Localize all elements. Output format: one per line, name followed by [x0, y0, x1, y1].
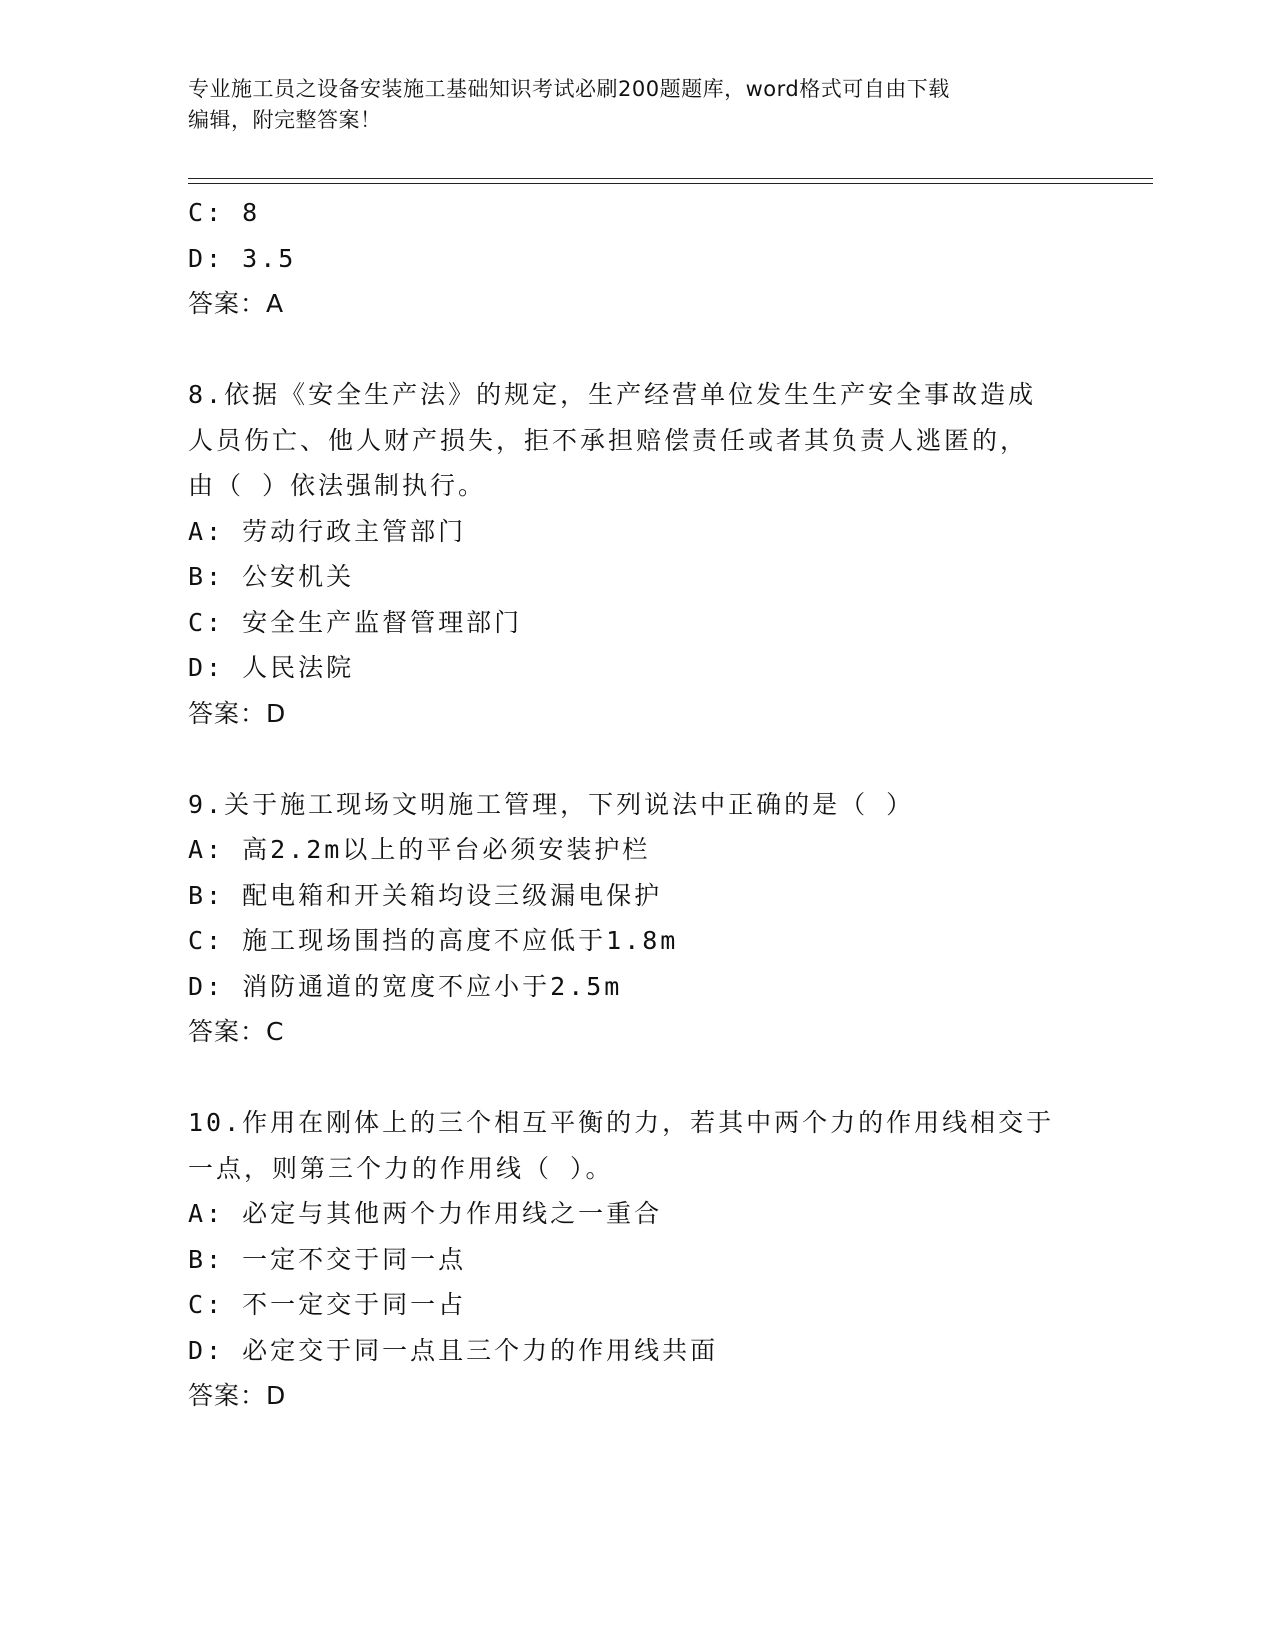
q10-option-a: A: 必定与其他两个力作用线之一重合	[188, 1199, 663, 1228]
q7-option-c: C: 8	[188, 198, 261, 227]
q9-answer: 答案：C	[188, 1017, 285, 1046]
q10-option-d: D: 必定交于同一点且三个力的作用线共面	[188, 1335, 719, 1365]
header-divider-top	[188, 178, 1153, 179]
header-divider-bottom	[188, 183, 1153, 184]
q9-stem-line-1: 9.关于施工现场文明施工管理，下列说法中正确的是（ ）	[188, 789, 915, 819]
q7-option-d: D: 3.5	[188, 243, 297, 273]
question-8	[188, 372, 1088, 736]
question-10	[188, 1100, 1088, 1419]
q9-option-d: D: 消防通道的宽度不应小于2.5m	[188, 971, 623, 1001]
q9-option-a: A: 高2.2m以上的平台必须安装护栏	[188, 835, 651, 864]
q7-answer: 答案：A	[188, 289, 285, 318]
question-list	[188, 190, 1088, 1419]
spacer	[188, 736, 1088, 782]
q10-option-c: C: 不一定交于同一占	[188, 1290, 467, 1319]
spacer	[188, 327, 1088, 373]
header-title-line-1: 专业施工员之设备安装施工基础知识考试必刷200题题库，word格式可自由下载	[188, 77, 950, 101]
q8-option-d: D: 人民法院	[188, 653, 355, 682]
spacer	[188, 1055, 1088, 1101]
q8-stem-line-2: 人员伤亡、他人财产损失，拒不承担赔偿责任或者其负责人逃匿的，	[188, 425, 1029, 455]
q10-option-b: B: 一定不交于同一点	[188, 1244, 467, 1274]
q10-stem-line-1: 10.作用在刚体上的三个相互平衡的力，若其中两个力的作用线相交于	[188, 1108, 1055, 1137]
question-7-tail	[188, 190, 1088, 327]
q8-answer: 答案：D	[188, 698, 287, 728]
q8-option-a: A: 劳动行政主管部门	[188, 516, 467, 546]
question-9	[188, 782, 1088, 1055]
q8-stem-line-1: 8.依据《安全生产法》的规定，生产经营单位发生生产安全事故造成	[188, 380, 1037, 409]
q8-option-b: B: 公安机关	[188, 562, 355, 591]
q8-stem-line-3: 由（ ）依法强制执行。	[188, 471, 487, 500]
q10-answer: 答案：D	[188, 1381, 287, 1410]
q9-option-c: C: 施工现场围挡的高度不应低于1.8m	[188, 926, 679, 955]
q8-option-c: C: 安全生产监督管理部门	[188, 607, 523, 637]
document-header	[188, 74, 1088, 136]
q9-option-b: B: 配电箱和开关箱均设三级漏电保护	[188, 880, 663, 910]
header-title-line-2: 编辑，附完整答案！	[188, 108, 382, 132]
q10-stem-line-2: 一点，则第三个力的作用线（ ）。	[188, 1153, 614, 1183]
